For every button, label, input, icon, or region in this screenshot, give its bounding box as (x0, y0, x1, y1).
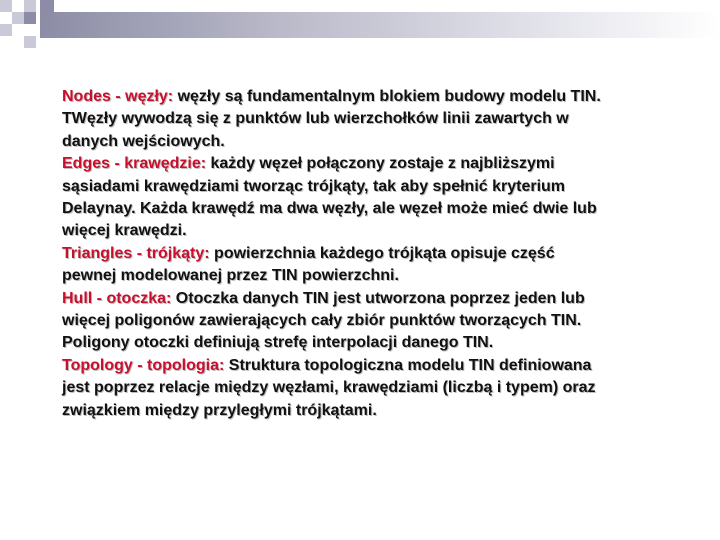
deco-square (0, 0, 12, 12)
definition-text: Struktura topologiczna modelu TIN definiowana jest poprzez relacje między węzłami, krawędziami (liczbą i typem) oraz związkiem między przyległymi trójkątami. (62, 356, 596, 419)
definition-paragraph-triangles (62, 243, 602, 288)
definition-text: każdy węzeł połączony zostaje z najbliższymi sąsiadami krawędziami tworząc trójkąty, tak aby spełnić kryterium Delaynay. Każda krawędź ma dwa węzły, ale węzeł może mieć dwie lub więcej krawędzi. (62, 155, 597, 240)
header-gradient-bar (40, 12, 720, 38)
term-label: Edges - krawędzie: (62, 155, 207, 173)
definitions-text (62, 86, 602, 422)
deco-square (0, 24, 12, 36)
deco-square (24, 24, 36, 36)
term-label: Topology - topologia: (62, 356, 225, 374)
definition-text: powierzchnia każdego trójkąta opisuje część pewnej modelowanej przez TIN powierzchni. (62, 244, 555, 285)
deco-square (0, 12, 12, 24)
deco-square (24, 0, 36, 12)
deco-square (40, 0, 54, 12)
definition-paragraph-nodes (62, 86, 602, 153)
definition-paragraph-topology (62, 355, 602, 422)
term-label: Nodes - węzły: (62, 88, 174, 105)
deco-square (24, 12, 36, 24)
definition-paragraph-edges (62, 153, 602, 243)
definition-text: węzły są fundamentalnym blokiem budowy modelu TIN. TWęzły wywodzą się z punktów lub wierzchołków linii zawartych w danych wejściowych. (62, 88, 601, 150)
deco-square (12, 12, 24, 24)
definition-paragraph-hull (62, 288, 602, 355)
decorative-header (0, 0, 720, 50)
definition-text: Otoczka danych TIN jest utworzona poprzez jeden lub więcej poligonów zawierających cały zbiór punktów tworzących TIN. Poligony otoczki definiują strefę interpolacji danego TIN. (62, 289, 585, 352)
deco-square (24, 36, 36, 48)
term-label: Hull - otoczka: (62, 289, 172, 307)
term-label: Triangles - trójkąty: (62, 244, 210, 262)
deco-square (12, 0, 24, 12)
